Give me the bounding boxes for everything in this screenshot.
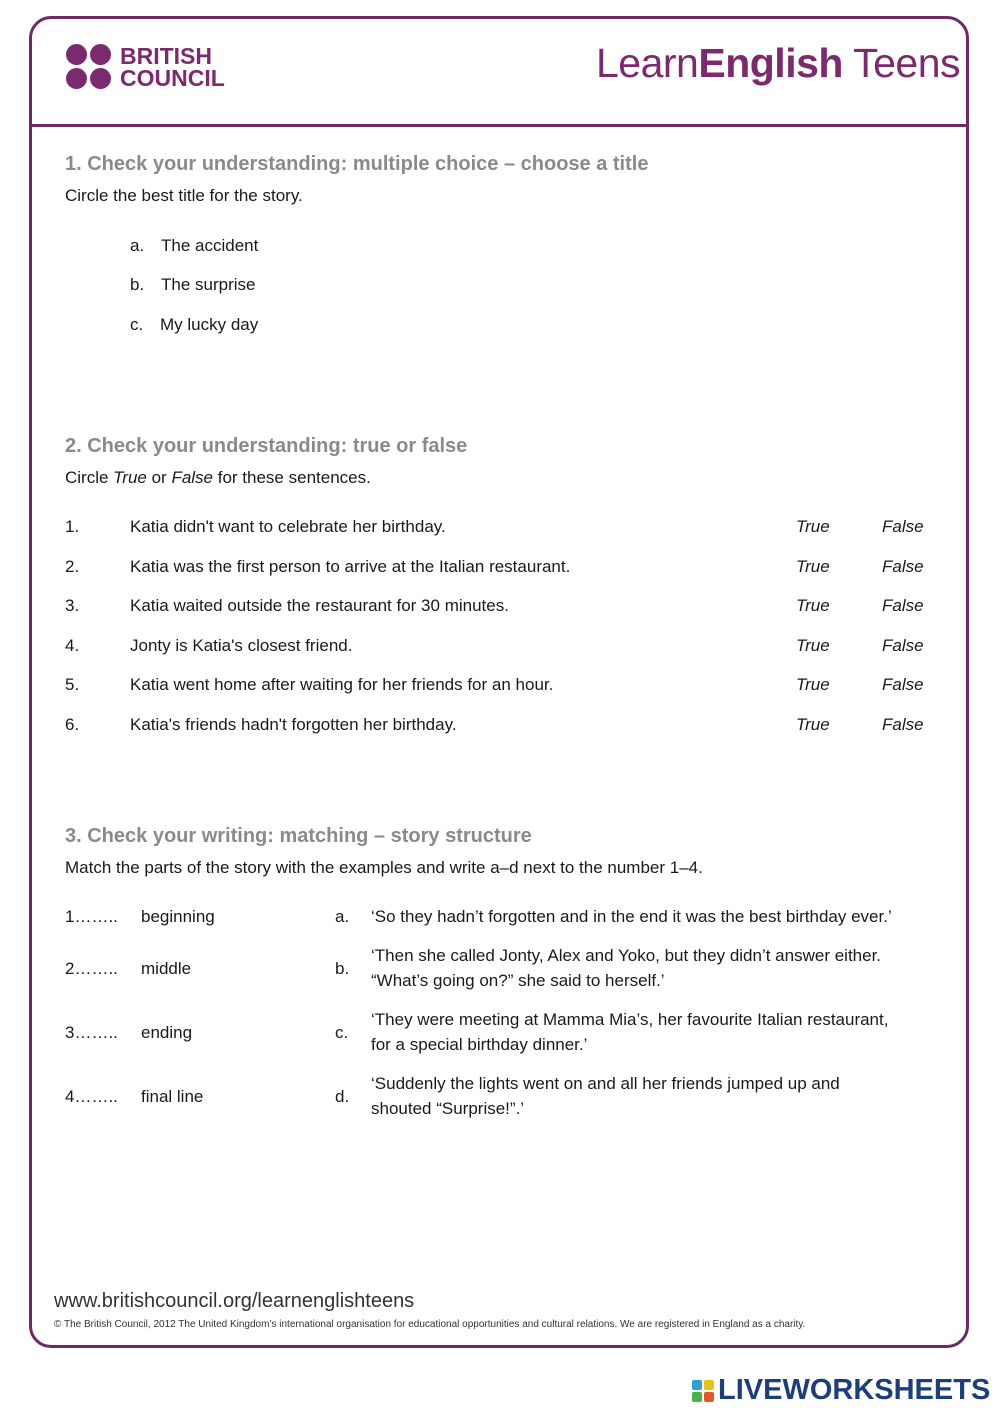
- liveworksheets-text: LIVEWORKSHEETS: [718, 1374, 991, 1406]
- match-answer-blank[interactable]: 1……..: [65, 907, 118, 926]
- le-logo-english: English: [698, 40, 843, 86]
- example-text-line2: “What’s going on?” she said to herself.’: [371, 971, 665, 990]
- false-option[interactable]: False: [882, 596, 924, 615]
- section2-title: 2. Check your understanding: true or false: [65, 435, 468, 457]
- example-text-line2: for a special birthday dinner.’: [371, 1035, 588, 1054]
- section3-instruction: Match the parts of the story with the examples and write a–d next to the number 1–4.: [65, 858, 703, 877]
- section2-instruction: Circle True or False for these sentences.: [65, 468, 371, 487]
- liveworksheets-icon: [692, 1380, 714, 1402]
- false-option[interactable]: False: [882, 636, 924, 655]
- tf-item-text: Jonty is Katia's closest friend.: [130, 636, 353, 655]
- tf-item-text: Katia was the first person to arrive at the Italian restaurant.: [130, 557, 571, 576]
- false-option[interactable]: False: [882, 517, 924, 536]
- tf-item-number: 3.: [65, 596, 80, 615]
- section3-title: 3. Check your writing: matching – story structure: [65, 825, 532, 847]
- tf-item-number: 1.: [65, 517, 80, 536]
- british-council-dots-icon: [66, 44, 111, 89]
- story-part-label: beginning: [141, 907, 215, 926]
- le-logo-teens: Teens: [842, 40, 961, 86]
- liveworksheets-logo: [692, 1374, 990, 1407]
- option-letter: b.: [130, 275, 145, 294]
- true-option[interactable]: True: [796, 715, 830, 734]
- option-text[interactable]: The accident: [161, 236, 259, 255]
- true-option[interactable]: True: [796, 675, 830, 694]
- example-text-line1: ‘Then she called Jonty, Alex and Yoko, but they didn’t answer either.: [371, 946, 882, 965]
- tf-item-number: 6.: [65, 715, 80, 734]
- tf-item-text: Katia's friends hadn't forgotten her birthday.: [130, 715, 457, 734]
- true-option[interactable]: True: [796, 596, 830, 615]
- learnenglish-teens-logo: [596, 40, 960, 87]
- tf-item-number: 4.: [65, 636, 80, 655]
- section1-instruction: Circle the best title for the story.: [65, 186, 303, 205]
- footer-copyright: © The British Council, 2012 The United Kingdom’s international organisation for educational opportunities and cultural relations. We are registered in England as a charity.: [54, 1319, 806, 1330]
- example-letter: b.: [335, 959, 350, 978]
- match-answer-blank[interactable]: 2……..: [65, 959, 118, 978]
- match-answer-blank[interactable]: 3……..: [65, 1023, 118, 1042]
- true-option[interactable]: True: [796, 636, 830, 655]
- section1-title: 1. Check your understanding: multiple choice – choose a title: [65, 153, 649, 175]
- example-text-line1: ‘Suddenly the lights went on and all her friends jumped up and: [371, 1074, 840, 1093]
- bc-logo-line1: BRITISH: [120, 42, 212, 69]
- false-option[interactable]: False: [882, 557, 924, 576]
- tf-item-text: Katia went home after waiting for her friends for an hour.: [130, 675, 554, 694]
- option-text[interactable]: The surprise: [161, 275, 256, 294]
- example-text-line2: shouted “Surprise!”.’: [371, 1099, 525, 1118]
- example-text-line1: ‘So they hadn’t forgotten and in the end it was the best birthday ever.’: [371, 907, 892, 926]
- tf-item-number: 2.: [65, 557, 80, 576]
- false-option[interactable]: False: [882, 715, 924, 734]
- story-part-label: ending: [141, 1023, 193, 1042]
- footer-url[interactable]: www.britishcouncil.org/learnenglishteens: [54, 1290, 415, 1312]
- tf-item-number: 5.: [65, 675, 80, 694]
- tf-item-text: Katia waited outside the restaurant for 30 minutes.: [130, 596, 509, 615]
- match-answer-blank[interactable]: 4……..: [65, 1087, 118, 1106]
- false-option[interactable]: False: [882, 675, 924, 694]
- le-logo-learn: Learn: [596, 40, 699, 86]
- option-text[interactable]: My lucky day: [160, 315, 259, 334]
- true-option[interactable]: True: [796, 517, 830, 536]
- header-divider: [29, 124, 969, 127]
- example-letter: d.: [335, 1087, 350, 1106]
- example-letter: c.: [335, 1023, 349, 1042]
- option-letter: a.: [130, 236, 145, 255]
- british-council-logo: [66, 44, 225, 89]
- option-letter: c.: [130, 315, 144, 334]
- example-letter: a.: [335, 907, 350, 926]
- example-text-line1: ‘They were meeting at Mamma Mia’s, her favourite Italian restaurant,: [371, 1010, 889, 1029]
- tf-item-text: Katia didn't want to celebrate her birthday.: [130, 517, 446, 536]
- story-part-label: middle: [141, 959, 192, 978]
- story-part-label: final line: [141, 1087, 204, 1106]
- true-option[interactable]: True: [796, 557, 830, 576]
- bc-logo-line2: COUNCIL: [120, 64, 225, 91]
